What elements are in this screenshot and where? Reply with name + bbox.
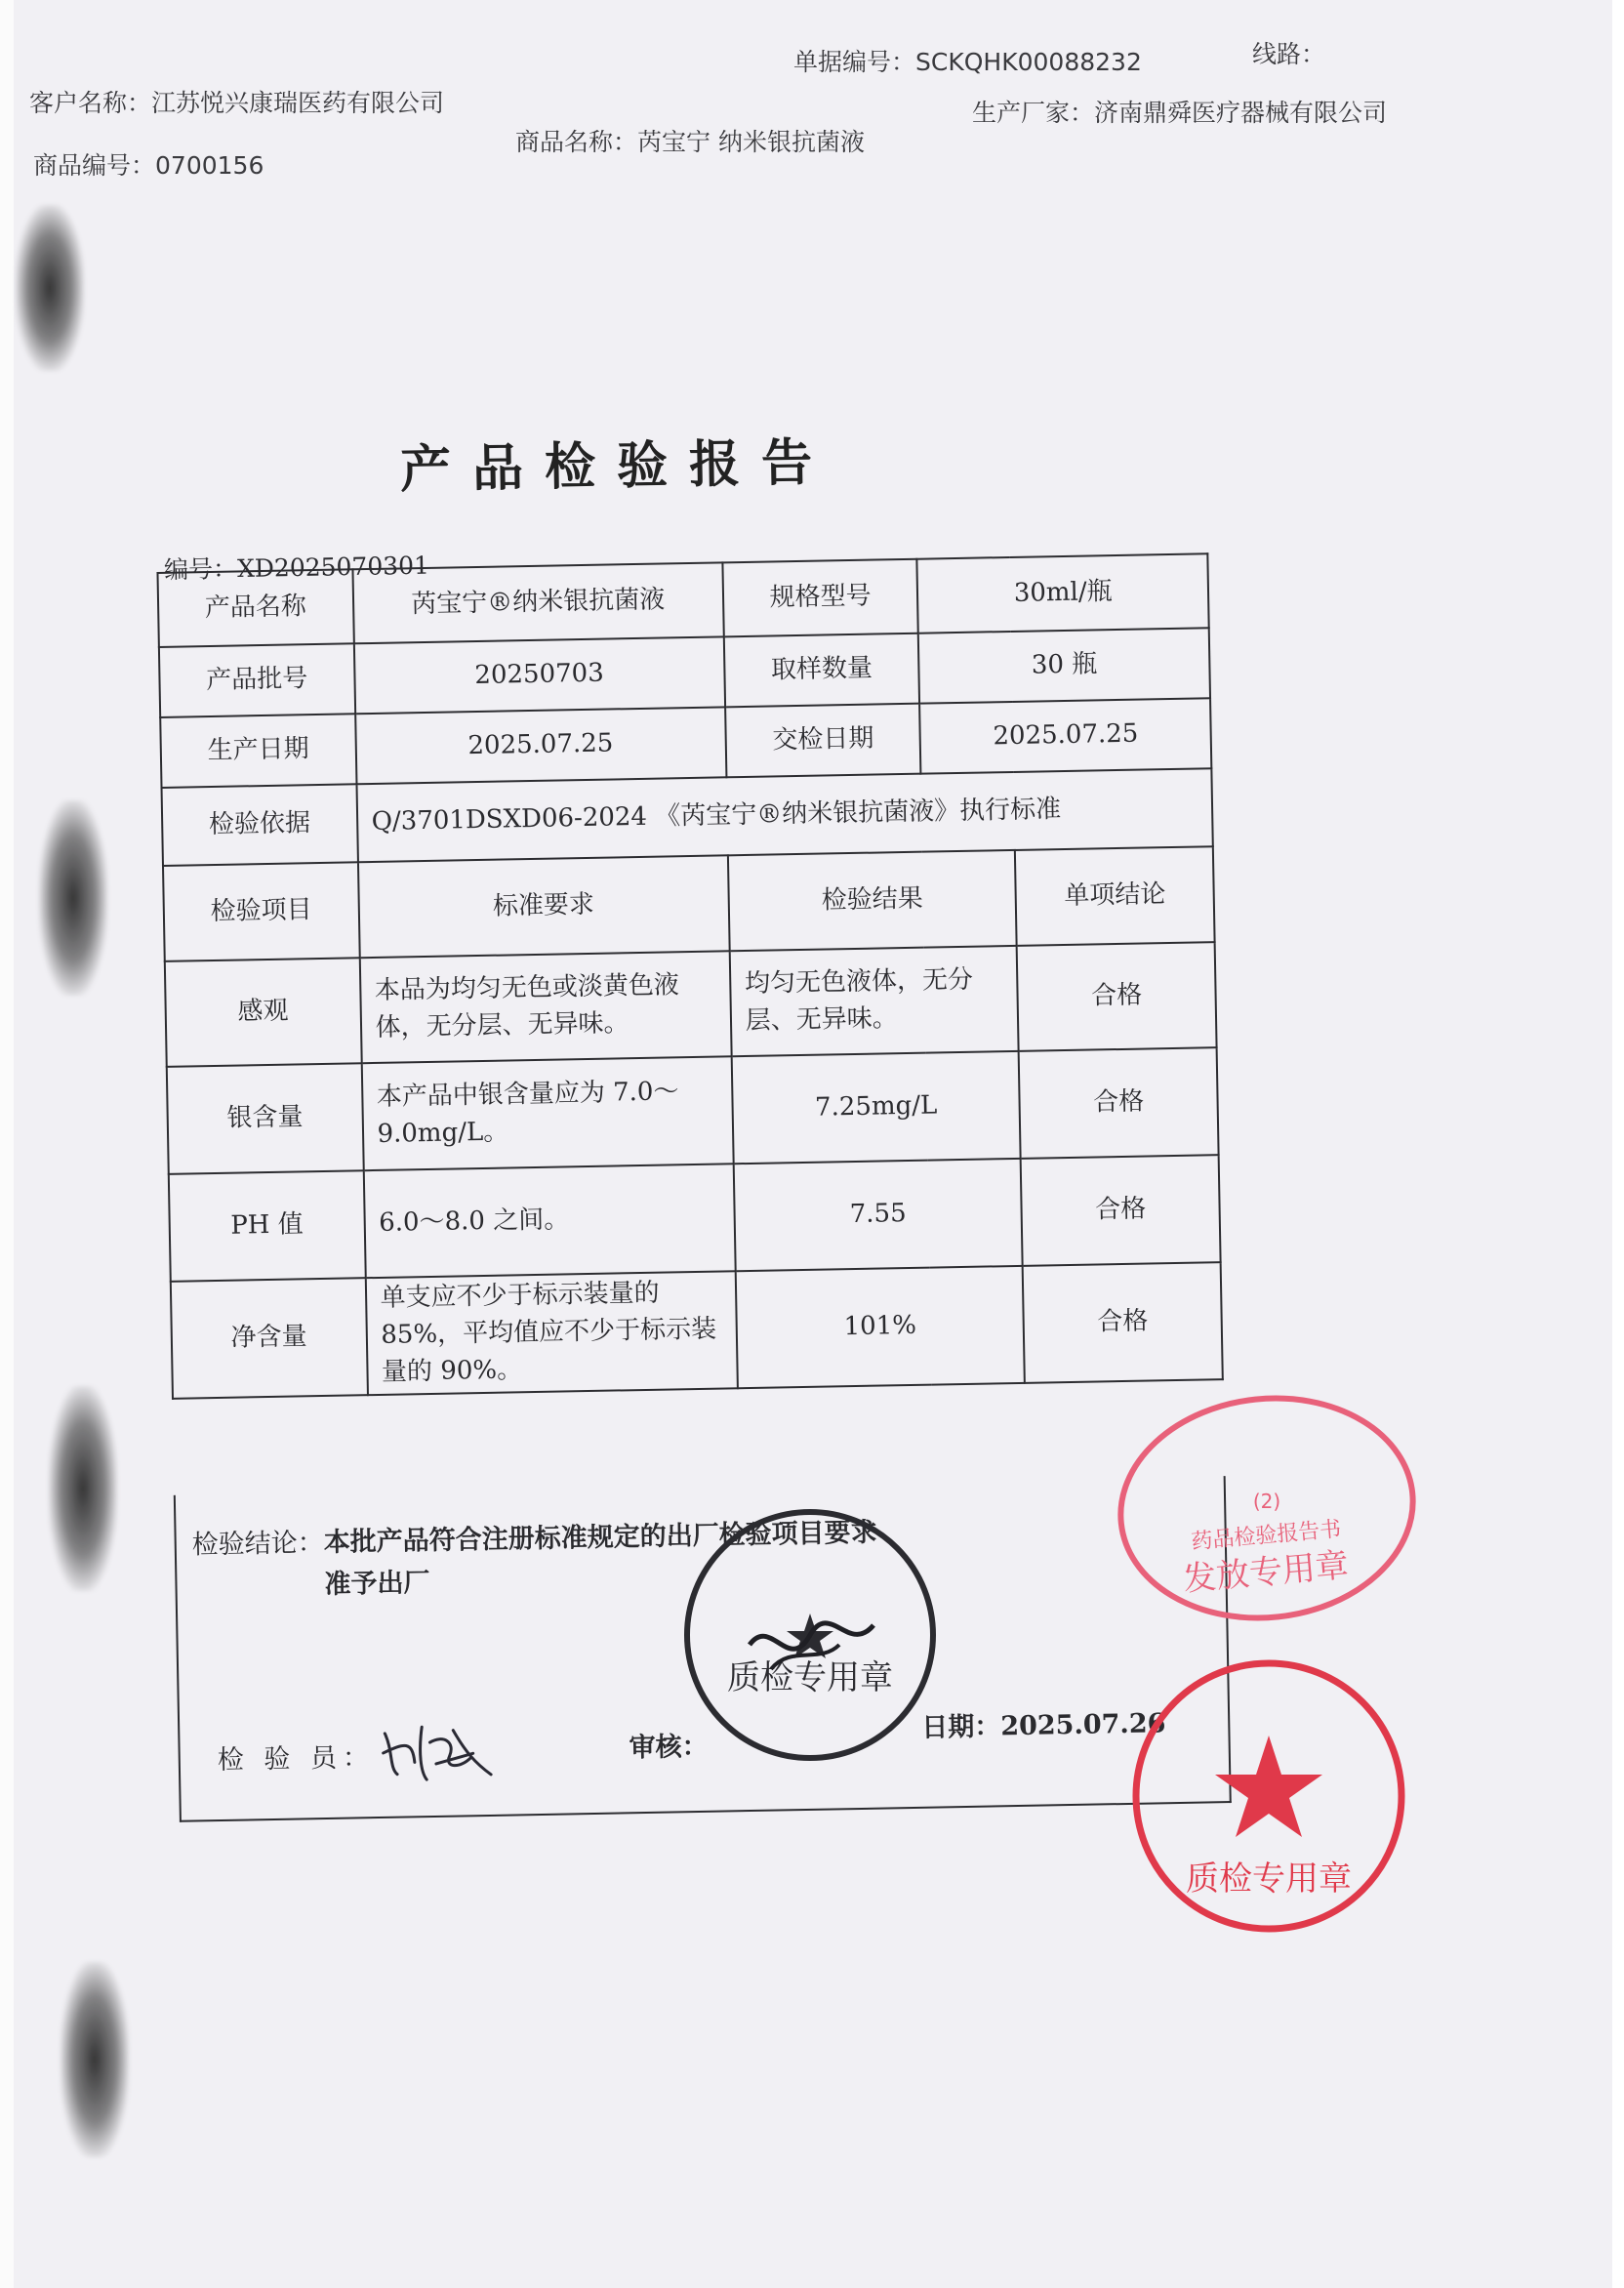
route-label: 线路： (1252, 40, 1326, 68)
conclusion-cell: 合格 (1017, 942, 1217, 1051)
date-label: 日期： (921, 1711, 1001, 1743)
reviewer-label: 审核： (629, 1731, 709, 1764)
product-name (515, 123, 865, 158)
conclusion-cell: 合格 (1019, 1047, 1219, 1159)
col-result: 检验结果 (728, 850, 1017, 951)
svg-text:(2): (2) (1252, 1490, 1281, 1513)
requirement-cell: 单支应不少于标示装量的 85%，平均值应不少于标示装量的 90%。 (365, 1271, 737, 1395)
item-cell: 银含量 (167, 1063, 363, 1174)
prod-date-cell: 2025.07.25 (355, 707, 726, 784)
doc-number-label: 单据编号： (793, 48, 916, 76)
customer-value: 江苏悦兴康瑞医药有限公司 (151, 89, 445, 117)
table-row (165, 942, 1217, 1067)
manufacturer-qc-seal (673, 1498, 947, 1772)
customer-label: 客户名称： (29, 89, 152, 117)
route (1252, 35, 1325, 70)
item-cell: 感观 (165, 958, 361, 1067)
sample-qty-label-cell: 取样数量 (724, 633, 920, 708)
spec-label-cell: 规格型号 (722, 559, 918, 637)
table-row (167, 1047, 1219, 1174)
table-row (169, 1155, 1221, 1282)
result-cell: 7.55 (733, 1159, 1023, 1271)
submit-date-label-cell: 交检日期 (725, 704, 921, 778)
conclusion-text-2: 准予出厂 (324, 1568, 430, 1601)
scan-edge (0, 0, 14, 2288)
product-code-label: 商品编号： (33, 151, 156, 180)
product-name-label-cell: 产品名称 (157, 569, 353, 647)
result-cell: 7.25mg/L (731, 1051, 1021, 1164)
spec-cell: 30ml/瓶 (917, 553, 1209, 633)
result-cell: 均匀无色液体，无分层、无异味。 (729, 946, 1018, 1056)
result-cell: 101% (735, 1266, 1025, 1388)
customer-qc-seal (1122, 1650, 1415, 1942)
report-table (156, 552, 1223, 1400)
doc-number (793, 43, 1142, 78)
manufacturer (972, 94, 1387, 129)
col-conclusion: 单项结论 (1015, 846, 1214, 946)
report-number-label: 编号： (163, 554, 238, 585)
item-cell: 净含量 (171, 1278, 368, 1399)
report-title: 产品检验报告 (399, 432, 834, 500)
manufacturer-value: 济南鼎舜医疗器械有限公司 (1094, 99, 1388, 127)
col-requirement: 标准要求 (357, 855, 729, 958)
scan-smudge (16, 205, 84, 371)
date-value: 2025.07.26 (1000, 1708, 1166, 1742)
requirement-cell: 本产品中银含量应为 7.0～9.0mg/L。 (361, 1056, 733, 1170)
item-cell: PH 值 (169, 1170, 365, 1282)
requirement-cell: 6.0～8.0 之间。 (363, 1164, 735, 1278)
svg-text:药品检验报告书: 药品检验报告书 (1190, 1517, 1343, 1555)
product-name-value: 芮宝宁 纳米银抗菌液 (637, 128, 865, 156)
submit-date-cell: 2025.07.25 (919, 698, 1211, 773)
doc-number-value: SCKQHK00088232 (915, 48, 1142, 76)
batch-label-cell: 产品批号 (159, 643, 355, 717)
conclusion-text: 本批产品符合注册标准规定的出厂检验项目要求 (323, 1517, 877, 1559)
manufacturer-label: 生产厂家： (972, 99, 1095, 127)
product-code-value: 0700156 (155, 151, 264, 180)
svg-text:质检专用章: 质检专用章 (727, 1658, 893, 1697)
product-code (33, 146, 264, 182)
basis-label-cell: 检验依据 (162, 784, 358, 866)
scan-smudge (61, 1962, 129, 2157)
conclusion-label: 检验结论： (191, 1528, 325, 1561)
conclusion-cell: 合格 (1021, 1155, 1221, 1266)
inspector (217, 1736, 375, 1777)
basis-cell: Q/3701DSXD06-2024 《芮宝宁®纳米银抗菌液》执行标准 (356, 768, 1213, 862)
product-name-cell: 芮宝宁®纳米银抗菌液 (352, 562, 724, 643)
col-item: 检验项目 (163, 862, 359, 961)
prod-date-label-cell: 生产日期 (160, 714, 356, 788)
scan-smudge (39, 800, 107, 996)
sample-qty-cell: 30 瓶 (918, 628, 1210, 703)
svg-text:质检专用章: 质检专用章 (1186, 1859, 1352, 1899)
requirement-cell: 本品为均匀无色或淡黄色液体，无分层、无异味。 (359, 951, 731, 1063)
inspector-label: 检 验 员： (217, 1742, 376, 1777)
conclusion-cell: 合格 (1023, 1262, 1223, 1383)
logistics-release-seal (1111, 1386, 1423, 1630)
scan-smudge (49, 1386, 117, 1591)
report-number-value: XD2025070301 (236, 551, 430, 584)
svg-text:发放专用章: 发放专用章 (1181, 1545, 1351, 1600)
table-row (171, 1262, 1223, 1399)
inspector-signature (375, 1712, 503, 1792)
customer-name (29, 84, 444, 119)
batch-cell: 20250703 (353, 636, 724, 714)
product-name-label: 商品名称： (515, 128, 638, 156)
